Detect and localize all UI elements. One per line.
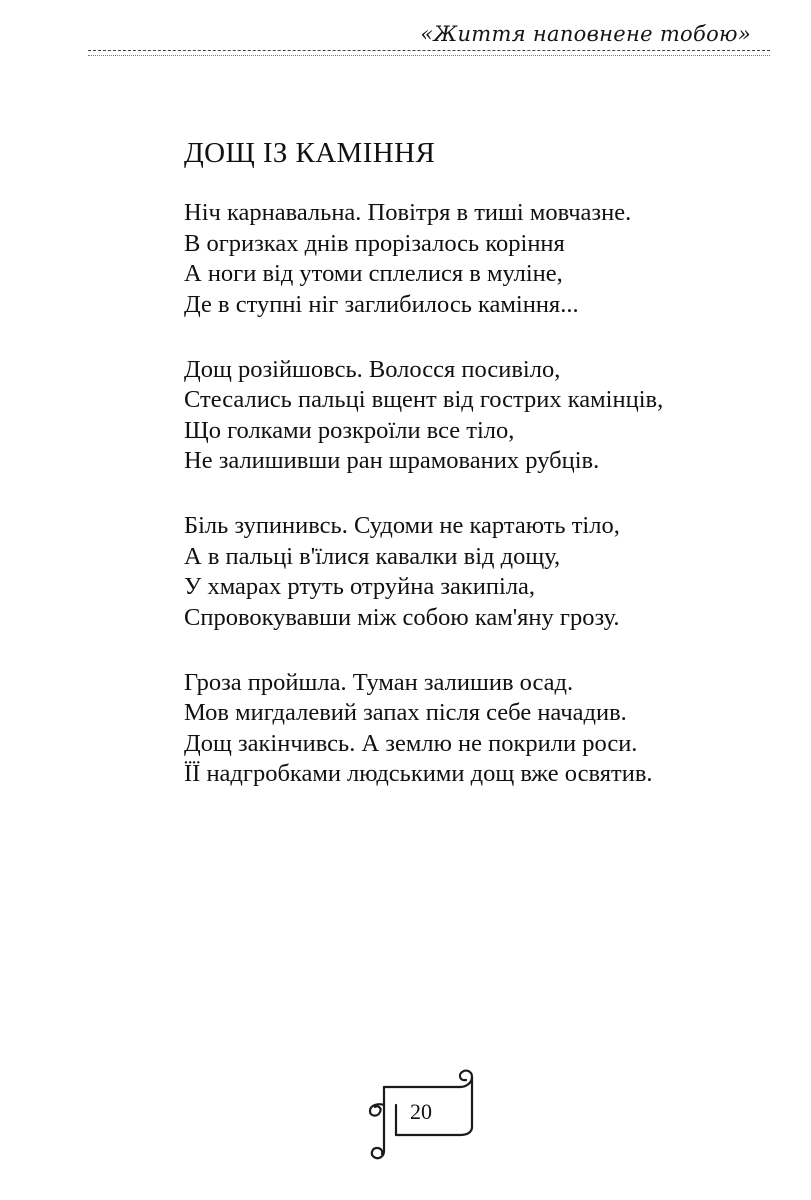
poem-line: Дощ розійшовсь. Волосся посивіло, (184, 355, 561, 383)
poem-line: В огризках днів прорізалось коріння (184, 229, 565, 257)
poem-line: Дощ закінчивсь. А землю не покрили роси. (184, 729, 638, 757)
poem-line: А в пальці в'їлися кавалки від дощу, (184, 542, 561, 570)
poem-line: Що голками розкроїли все тіло, (184, 416, 515, 444)
header-rule (88, 50, 770, 51)
poem-line: Стесались пальці вщент від гострих камінців, (184, 386, 664, 413)
stanza-3 (184, 511, 744, 633)
stanza-4 (184, 668, 744, 790)
header-rule-secondary (88, 55, 770, 56)
poem-line: Мов мигдалевий запах після себе начадив. (184, 699, 627, 726)
stanza-1 (184, 198, 744, 320)
poem-line: А ноги від утоми сплелися в муліне, (184, 260, 563, 287)
poem-body (184, 198, 744, 824)
poem-line: ЇЇ надгробками людськими дощ вже освятив. (184, 760, 653, 787)
poem-line: Не залишивши ран шрамованих рубців. (184, 447, 600, 474)
stanza-2 (184, 355, 744, 477)
poem-line: Де в ступні ніг заглибилось каміння... (184, 290, 579, 318)
poem-line: У хмарах ртуть отруйна закипіла, (184, 573, 536, 600)
poem-line: Біль зупинивсь. Судоми не картають тіло, (184, 512, 620, 539)
running-header: «Життя наповнене тобою» (420, 22, 751, 46)
poem-line: Гроза пройшла. Туман залишив осад. (184, 668, 574, 696)
page-number: 20 (410, 1099, 432, 1124)
poem-line: Ніч карнавальна. Повітря в тиші мовчазне. (184, 199, 632, 226)
poem-line: Спровокувавши між собою кам'яну грозу. (184, 603, 620, 631)
poem-title: ДОЩ ІЗ КАМІННЯ (184, 137, 436, 169)
